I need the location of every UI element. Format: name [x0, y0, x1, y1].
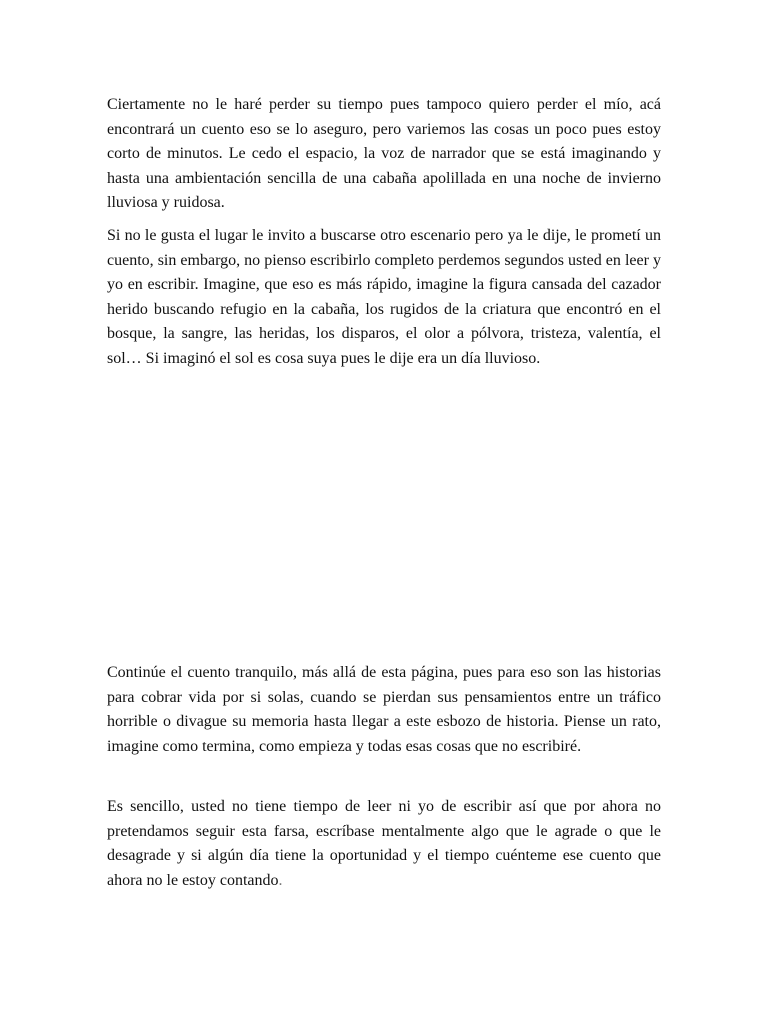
paragraph-4-text: Es sencillo, usted no tiene tiempo de leer ni yo de escribir así que por ahora no pretendamos seguir esta farsa, escríbase mentalmente algo que le agrade o que le desagrade y si algún día tiene la oportunidad y el tiempo cuénteme ese cuento que ahora no le estoy contando — [107, 798, 661, 889]
paragraph-4 — [107, 795, 661, 893]
paragraph-1: Ciertamente no le haré perder su tiempo pues tampoco quiero perder el mío, acá encontrará un cuento eso se lo aseguro, pero variemos las cosas un poco pues estoy corto de minutos. Le cedo el espacio, la voz de narrador que se está imaginando y hasta una ambientación sencilla de una cabaña apolillada en una noche de invierno lluviosa y ruidosa. — [107, 96, 661, 212]
paragraph-4-final-period: . — [278, 871, 283, 889]
paragraph-2: Si no le gusta el lugar le invito a buscarse otro escenario pero ya le dije, le prometí un cuento, sin embargo, no pienso escribirlo completo perdemos segundos usted en leer y yo en escribir. Imagine, que eso es más rápido, imagine la figura cansada del cazador herido buscando refugio en la cabaña, los rugidos de la criatura que encontró en el bosque, la sangre, las heridas, los disparos, el olor a pólvora, tristeza, valentía, el sol… Si imaginó el sol es cosa suya pues le dije era un día lluvioso. — [107, 227, 661, 367]
paragraph-3: Continúe el cuento tranquilo, más allá de esta página, pues para eso son las historias para cobrar vida por si solas, cuando se pierdan sus pensamientos entre un tráfico horrible o divague su memoria hasta llegar a este esbozo de historia. Piense un rato, imagine como termina, como empieza y todas esas cosas que no escribiré. — [107, 664, 661, 755]
